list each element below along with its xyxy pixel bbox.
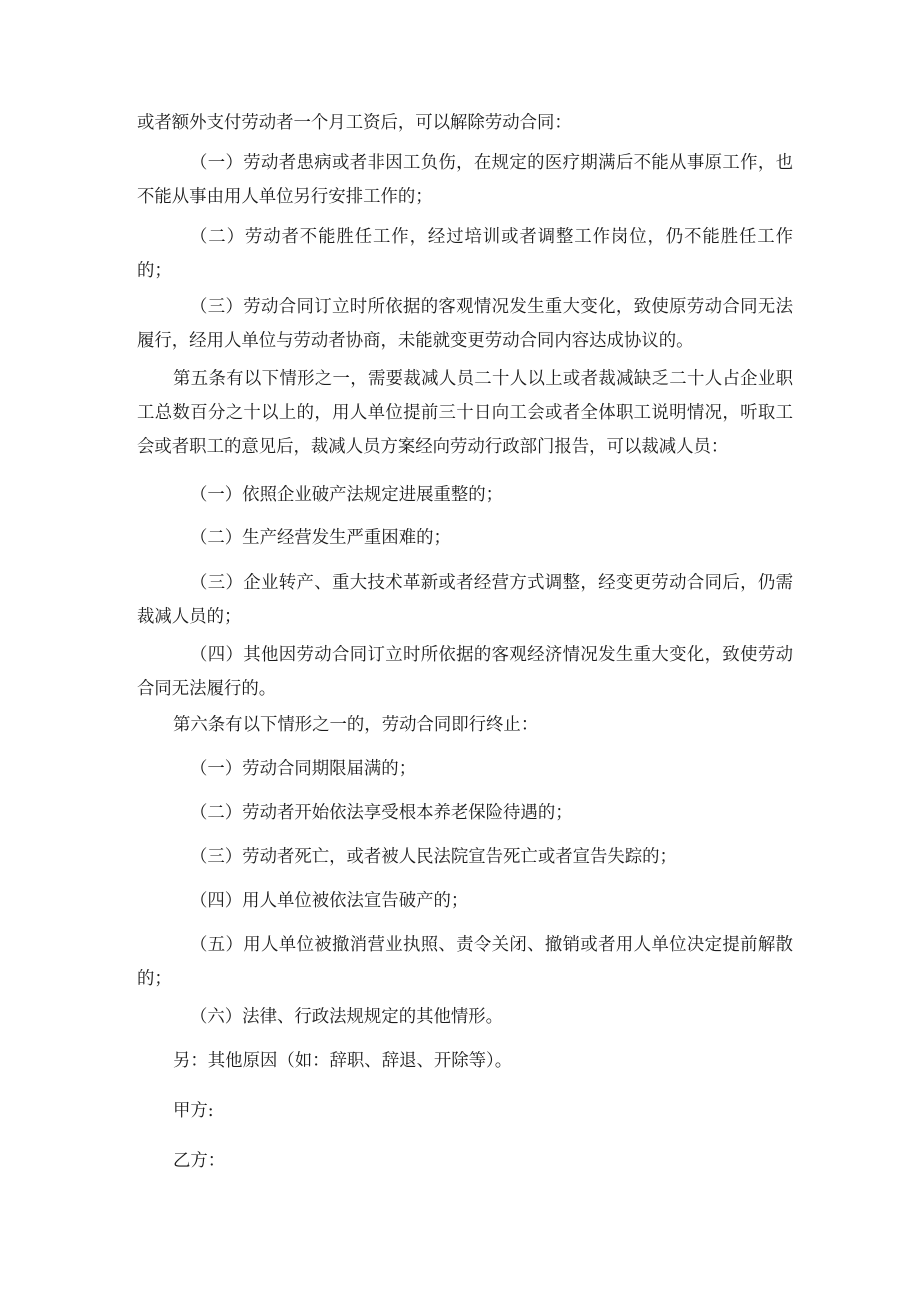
clause-item-2: （二）劳动者不能胜任工作，经过培训或者调整工作岗位，仍不能胜任工作的； [137, 227, 793, 281]
article-6: 第六条有以下情形之一的，劳动合同即行终止： [173, 715, 539, 735]
article-6-item-5: （五）用人单位被撤消营业执照、责令关闭、撤销或者用人单位决定提前解散的； [137, 935, 793, 989]
article-5-item-4: （四）其他因劳动合同订立时所依据的客观经济情况发生重大变化，致使劳动合同无法履行的。 [137, 645, 793, 699]
article-6-item-4: （四）用人单位被依法宣告破产的； [190, 891, 469, 911]
note-other-reasons: 另：其他原因（如：辞职、辞退、开除等）。 [173, 1051, 513, 1071]
party-a-label: 甲方: [173, 1101, 214, 1121]
clause-item-1: （一）劳动者患病或者非因工负伤，在规定的医疗期满后不能从事原工作，也不能从事由用人单位另行安排工作的； [137, 153, 793, 207]
article-6-item-6: （六）法律、行政法规规定的其他情形。 [190, 1007, 504, 1027]
article-5-item-2: （二）生产经营发生严重困难的； [190, 528, 451, 548]
article-5-item-3: （三）企业转产、重大技术革新或者经营方式调整，经变更劳动合同后，仍需裁减人员的； [137, 573, 793, 627]
paragraph-continuation: 或者额外支付劳动者一个月工资后，可以解除劳动合同： [137, 113, 572, 133]
article-6-item-2: （二）劳动者开始依法享受根本养老保险待遇的； [190, 803, 573, 823]
article-5-item-1: （一）依照企业破产法规定进展重整的； [190, 485, 504, 505]
article-6-item-1: （一）劳动合同期限届满的； [190, 759, 417, 779]
clause-item-3: （三）劳动合同订立时所依据的客观情况发生重大变化，致使原劳动合同无法履行，经用人单位与劳动者协商，未能就变更劳动合同内容达成协议的。 [137, 297, 793, 351]
article-5: 第五条有以下情形之一，需要裁减人员二十人以上或者裁减缺乏二十人占企业职工总数百分之十以上的，用人单位提前三十日向工会或者全体职工说明情况，听取工会或者职工的意见后，裁减人员方案经向劳动行政部门报告，可以裁减人员： [137, 369, 793, 457]
article-6-item-3: （三）劳动者死亡，或者被人民法院宣告死亡或者宣告失踪的； [190, 847, 677, 867]
party-b-label: 乙方： [173, 1151, 226, 1171]
